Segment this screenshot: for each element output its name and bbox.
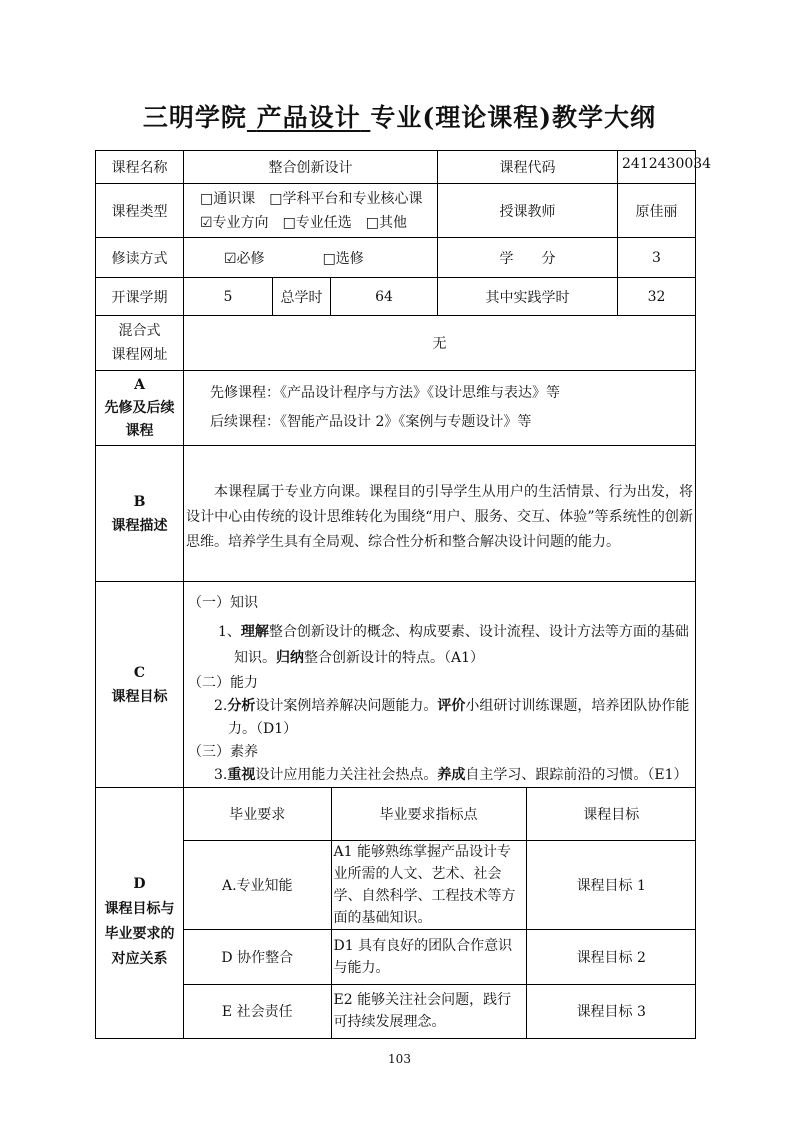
row-study-mode <box>96 238 696 278</box>
section-b-label: B 课程描述 <box>96 446 184 582</box>
study-mode-label: 修读方式 <box>96 238 184 278</box>
course-code-label: 课程代码 <box>438 151 618 184</box>
course-description: 本课程属于专业方向课。课程目的引导学生从用户的生活情景、行为出发，将设计中心由传统的设计思维转化为围绕“用户、服务、交互、体验”等系统性的创新思维。培养学生具有全局观、综合性分析和整合解决设计问题的能力。 <box>186 484 693 550</box>
goal-3-line-1: 3.重视设计应用能力关注社会热点。养成自主学习、跟踪前沿的习惯。（E1） <box>214 767 688 783</box>
goal-heading-knowledge: （一）知识 <box>188 595 258 611</box>
row-web <box>96 316 696 371</box>
goal-2-line-2: 力。（D1） <box>228 721 298 737</box>
section-c-label: C 课程目标 <box>96 582 184 788</box>
section-a-content <box>184 371 696 446</box>
course-name-label: 课程名称 <box>96 151 184 184</box>
teacher: 原佳丽 <box>618 184 696 238</box>
section-d <box>96 788 696 1039</box>
course-type-label: 课程类型 <box>96 184 184 238</box>
course-type-options <box>184 184 438 238</box>
mapping-header-req: 毕业要求 <box>184 788 331 840</box>
total-hours-label: 总学时 <box>273 278 331 316</box>
total-hours: 64 <box>331 278 438 316</box>
mapping-goal: 课程目标 1 <box>526 840 696 929</box>
mapping-table <box>184 788 696 1038</box>
row-course-type <box>96 184 696 238</box>
section-d-content <box>184 788 696 1039</box>
study-elective-option[interactable]: □选修 <box>322 250 364 267</box>
section-a <box>96 371 696 446</box>
section-b <box>96 446 696 582</box>
type-option-core[interactable]: □学科平台和专业核心课 <box>269 190 423 207</box>
mapping-row <box>184 984 696 1038</box>
type-option-direction[interactable]: ☑专业方向 <box>200 214 269 231</box>
section-c <box>96 582 696 788</box>
goal-1-line-1: 1、理解整合创新设计的概念、构成要素、设计流程、设计方法等方面的基础 <box>218 624 689 640</box>
mapping-row <box>184 840 696 929</box>
mapping-indicator: A1 能够熟练掌握产品设计专业所需的人文、艺术、社会学、自然科学、工程技术等方面的基础知识。 <box>331 840 526 929</box>
row-course-name <box>96 151 696 184</box>
title-major: 产品设计 <box>256 103 361 132</box>
practice-hours-label: 其中实践学时 <box>438 278 618 316</box>
type-option-other[interactable]: □其他 <box>365 214 408 231</box>
mapping-header-indicator: 毕业要求指标点 <box>331 788 526 840</box>
row-semester <box>96 278 696 316</box>
section-c-content <box>184 582 696 788</box>
section-a-label: A 先修及后续 课程 <box>96 371 184 446</box>
web-label: 混合式 课程网址 <box>96 316 184 371</box>
goal-heading-ability: （二）能力 <box>188 675 258 691</box>
course-code: 2412430034 <box>618 151 696 184</box>
course-name: 整合创新设计 <box>184 151 438 184</box>
type-option-elective[interactable]: □专业任选 <box>282 214 352 231</box>
title-prefix: 三明学院 <box>142 103 247 132</box>
mapping-req: A.专业知能 <box>184 840 331 929</box>
goal-2-line-1: 2.分析设计案例培养解决问题能力。评价小组研讨训练课题，培养团队协作能 <box>214 698 690 714</box>
section-d-label: D 课程目标与 毕业要求的 对应关系 <box>96 788 184 1039</box>
study-required-option[interactable]: ☑必修 <box>224 250 265 267</box>
mapping-row <box>184 929 696 984</box>
mapping-indicator: E2 能够关注社会问题，践行可持续发展理念。 <box>331 984 526 1038</box>
syllabus-table <box>95 150 712 1039</box>
page-title <box>0 98 799 134</box>
teacher-label: 授课教师 <box>438 184 618 238</box>
credit: 3 <box>618 238 696 278</box>
type-option-general[interactable]: □通识课 <box>200 190 256 207</box>
web-url: 无 <box>184 316 696 371</box>
practice-hours: 32 <box>618 278 696 316</box>
study-mode-options <box>184 238 438 278</box>
prereq-courses: 先修课程：《产品设计程序与方法》《设计思维与表达》等 <box>210 385 560 401</box>
goal-1-line-2: 知识。归纳整合创新设计的特点。（A1） <box>234 650 485 666</box>
mapping-req: E 社会责任 <box>184 984 331 1038</box>
goal-heading-literacy: （三）素养 <box>188 744 258 760</box>
mapping-goal: 课程目标 3 <box>526 984 696 1038</box>
section-b-content <box>184 446 696 582</box>
followup-courses: 后续课程：《智能产品设计 2》《案例与专题设计》等 <box>210 414 532 430</box>
page-number: 103 <box>388 1052 411 1066</box>
mapping-goal: 课程目标 2 <box>526 929 696 984</box>
semester: 5 <box>184 278 273 316</box>
mapping-req: D 协作整合 <box>184 929 331 984</box>
mapping-header-row <box>184 788 696 840</box>
title-suffix: 专业(理论课程)教学大纲 <box>370 103 657 132</box>
mapping-indicator: D1 具有良好的团队合作意识与能力。 <box>331 929 526 984</box>
credit-label: 学 分 <box>438 238 618 278</box>
mapping-header-goal: 课程目标 <box>526 788 696 840</box>
semester-label: 开课学期 <box>96 278 184 316</box>
